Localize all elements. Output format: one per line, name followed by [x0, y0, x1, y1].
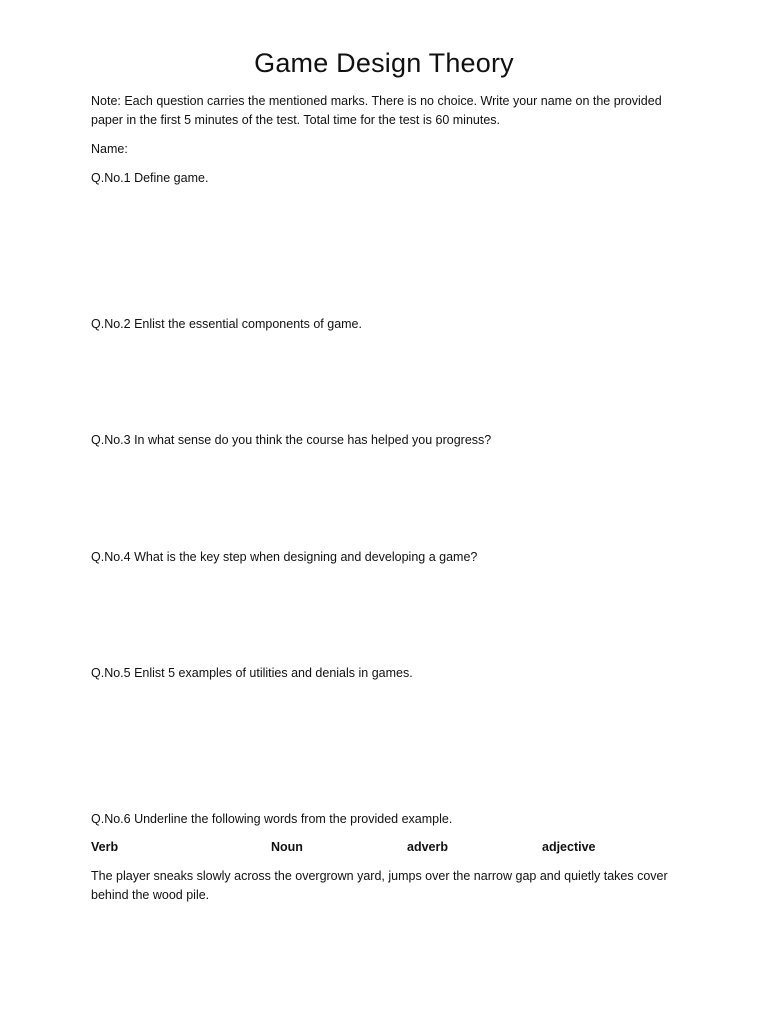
- question-2: Q.No.2 Enlist the essential components of game.: [91, 317, 362, 331]
- instructions-note: Note: Each question carries the mentioned marks. There is no choice. Write your name on the provided paper in the first 5 minutes of the test. Total time for the test is 60 minutes.: [91, 94, 662, 127]
- word-type-verb: Verb: [91, 840, 119, 854]
- word-type-adjective: adjective: [542, 840, 596, 854]
- question-3: Q.No.3 In what sense do you think the course has helped you progress?: [91, 433, 492, 447]
- question-1: Q.No.1 Define game.: [91, 171, 209, 185]
- word-type-adverb: adverb: [407, 840, 448, 854]
- word-types-row: [91, 838, 691, 857]
- example-sentence: The player sneaks slowly across the overgrown yard, jumps over the narrow gap and quietly takes cover behind the wood pile.: [91, 869, 668, 902]
- question-4: Q.No.4 What is the key step when designing and developing a game?: [91, 550, 478, 564]
- question-6: Q.No.6 Underline the following words from the provided example.: [91, 812, 453, 826]
- word-type-noun: Noun: [271, 840, 303, 854]
- name-label: Name:: [91, 142, 128, 156]
- page-title: Game Design Theory: [254, 48, 514, 78]
- question-5: Q.No.5 Enlist 5 examples of utilities and denials in games.: [91, 666, 413, 680]
